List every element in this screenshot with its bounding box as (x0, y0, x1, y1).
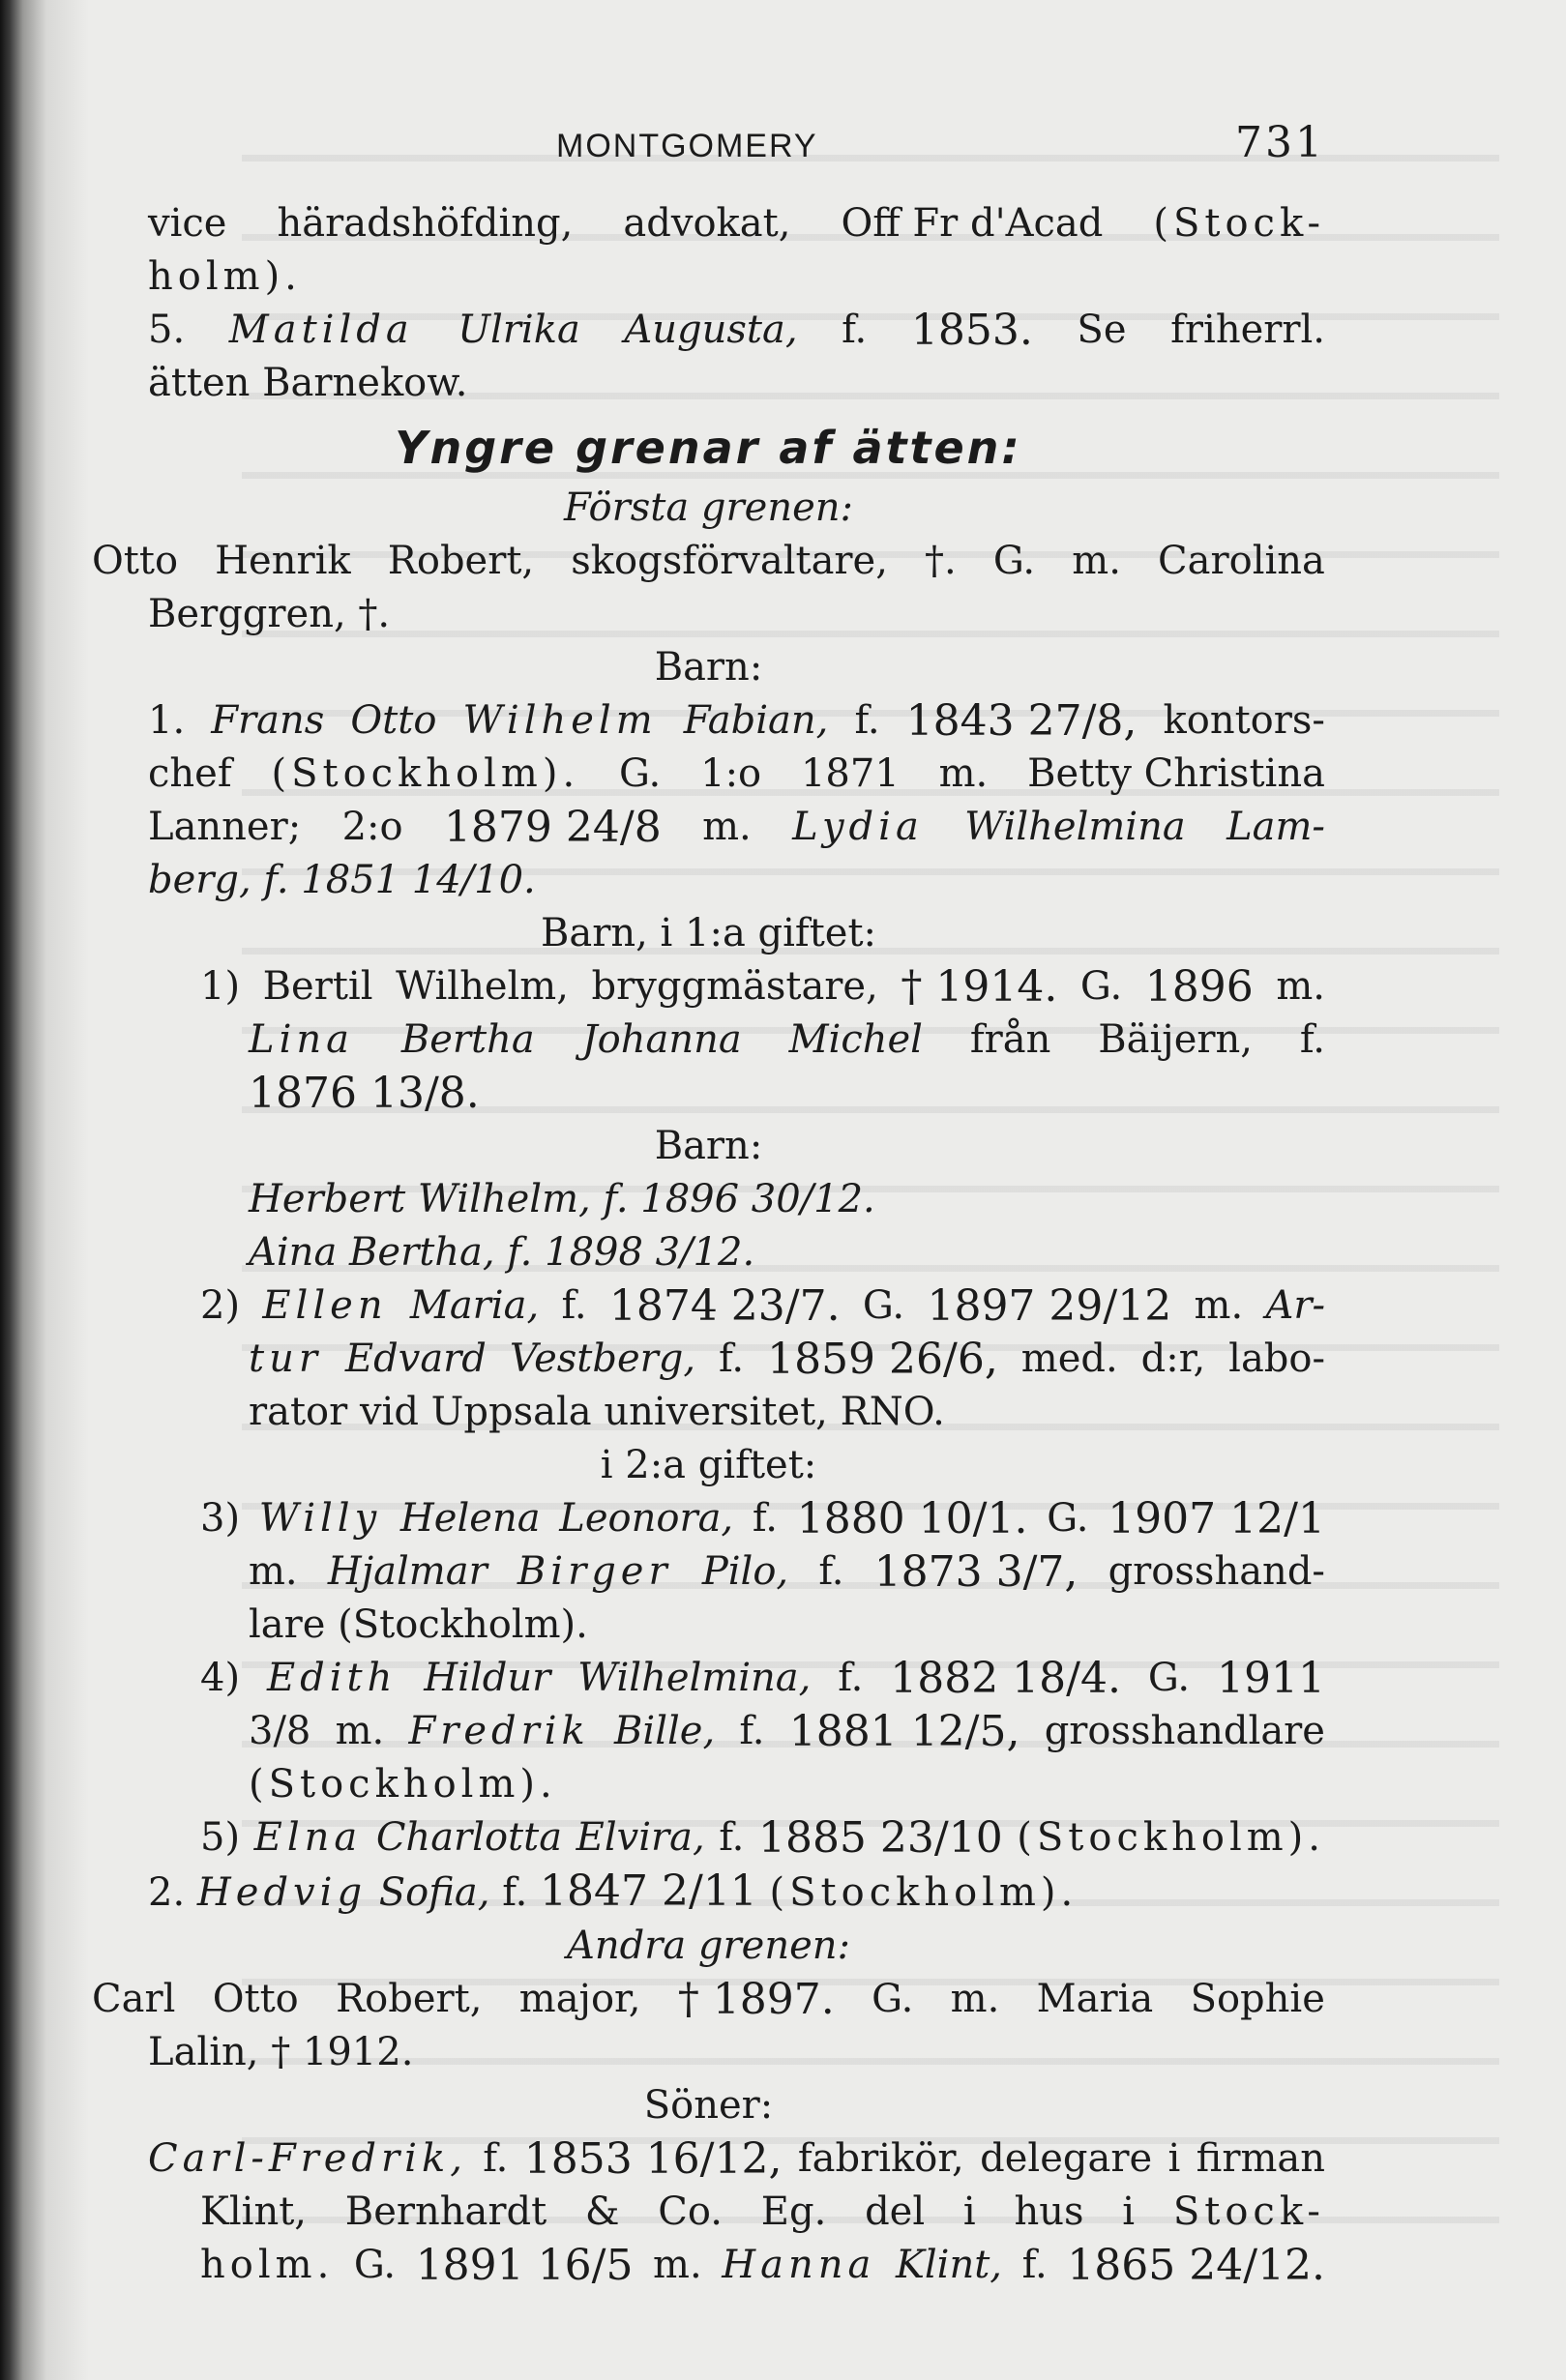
word: Henrik (215, 539, 351, 583)
word: m. (1276, 964, 1325, 1009)
text-line: 1876 13/8. (249, 1069, 480, 1118)
list-number: 1. (148, 698, 186, 743)
text-line (92, 2186, 1325, 2239)
word: Robert, (336, 1977, 483, 2021)
word: grosshandlare (1044, 1709, 1325, 1753)
word: labo- (1228, 1337, 1325, 1381)
word: vice (148, 201, 227, 246)
word: Lina (249, 1017, 354, 1062)
list-number: 2. (148, 1870, 186, 1915)
word: G. (992, 539, 1036, 583)
book-spine-shadow (0, 0, 89, 2380)
word: 1871 (800, 751, 900, 796)
text-line (92, 197, 1325, 250)
word: Robert, (387, 539, 535, 583)
list-number: 4) (200, 1656, 241, 1700)
word: Se (1077, 308, 1127, 352)
word: Ellen (262, 1283, 388, 1328)
word: m. (938, 751, 989, 796)
word: f. (502, 1870, 528, 1915)
word: 1843 27/8, (905, 696, 1138, 746)
word: med. (1020, 1337, 1118, 1381)
word: Betty Christina (1027, 751, 1325, 796)
word: 3/8 (249, 1709, 311, 1753)
text-line: rator vid Uppsala universitet, RNO. (249, 1390, 945, 1434)
word: 1880 10/1. (796, 1494, 1028, 1543)
word: holm. (200, 2243, 335, 2287)
word: från (969, 1017, 1051, 1062)
word: 1865 24/12. (1067, 2241, 1325, 2290)
text-line (92, 1652, 1325, 1705)
word: Otto (92, 539, 179, 583)
word: Elna (253, 1815, 363, 1860)
word: Ulrika (458, 308, 580, 352)
word: Off Fr d'Acad (841, 201, 1104, 246)
word: 1882 18/4. (890, 1654, 1121, 1703)
word: 1907 12/1 (1108, 1494, 1325, 1543)
word: kontors- (1163, 698, 1325, 743)
word: G. (1147, 1656, 1191, 1700)
list-number: 1) (200, 964, 241, 1009)
word: Pilo, (701, 1549, 789, 1594)
running-head: MONTGOMERY (556, 128, 818, 164)
word: Wilhelm, (396, 964, 569, 1009)
subheading: Söner: (643, 2083, 774, 2128)
word: 1847 2/11 (540, 1866, 757, 1916)
word: 1881 12/5, (788, 1707, 1020, 1756)
word: f. (842, 308, 868, 352)
word: hus (1014, 2189, 1084, 2234)
word: advokat, (623, 201, 791, 246)
word: fabrikör, (797, 2136, 964, 2181)
text-line (92, 1973, 1325, 2026)
word: Klint, (895, 2243, 1002, 2287)
text-line: berg, f. 1851 14/10. (148, 858, 536, 902)
text-line (92, 2132, 1325, 2186)
text-line: holm). (148, 254, 302, 299)
text-line: Herbert Wilhelm, f. 1896 30/12. (249, 1177, 875, 1221)
text-line (92, 2239, 1325, 2292)
word: G. (1047, 1496, 1089, 1541)
word: grosshand- (1108, 1549, 1325, 1594)
word: f. (854, 698, 880, 743)
word: 1873 3/7, (873, 1547, 1078, 1597)
word: Carl-Fredrik, (148, 2136, 467, 2181)
word: Otto (350, 698, 437, 743)
word: Bertil (262, 964, 373, 1009)
word: m. (335, 1709, 385, 1753)
word: Wilhelmina, (577, 1656, 812, 1700)
word: Hjalmar (327, 1549, 488, 1594)
word: d:r, (1140, 1337, 1206, 1381)
text-line: ätten Barnekow. (148, 361, 468, 405)
text-line (92, 1811, 1325, 1865)
word: f. (1021, 2243, 1048, 2287)
word: 1911 (1216, 1654, 1325, 1703)
word: m. (1194, 1283, 1244, 1328)
word: Wilhelm (462, 698, 658, 743)
page-number: 731 (1235, 118, 1325, 167)
list-number: 5. (148, 308, 186, 352)
word: Lanner; (148, 805, 302, 849)
word: 1853. (910, 306, 1033, 355)
word: Wilhelmina (964, 805, 1186, 849)
word: Maria, (409, 1283, 540, 1328)
subheading: Första grenen: (563, 485, 853, 530)
word: m. (653, 2243, 702, 2287)
word: m. (950, 1977, 1000, 2021)
word: i (962, 2189, 976, 2234)
word: f. (561, 1283, 587, 1328)
word: G. (353, 2243, 397, 2287)
word: f. (483, 2136, 509, 2181)
subheading: Barn, i 1:a giftet: (540, 911, 877, 955)
word: Ar- (1265, 1283, 1325, 1328)
word: Edith (266, 1656, 398, 1700)
word: 1885 23/10 (757, 1813, 1003, 1863)
word: m. (249, 1549, 298, 1594)
word: Stock- (1172, 2189, 1325, 2234)
word: Hildur (424, 1656, 551, 1700)
text-line: lare (Stockholm). (249, 1602, 588, 1647)
section-heading: Yngre grenar af ätten: (395, 422, 1022, 474)
word: (Stockholm). (271, 751, 580, 796)
word: Hedvig (196, 1870, 368, 1915)
word: Leonora, (559, 1496, 734, 1541)
word: Bertha (400, 1017, 535, 1062)
word: tur (249, 1337, 322, 1381)
word: Klint, (200, 2189, 308, 2234)
text-line: Berggren, †. (148, 592, 391, 636)
subheading: i 2:a giftet: (600, 1443, 817, 1487)
word: Bille, (614, 1709, 716, 1753)
word: Elvira, (576, 1815, 705, 1860)
page-header (92, 116, 1325, 184)
word: Matilda (228, 308, 414, 352)
word: Vestberg, (509, 1337, 696, 1381)
subheading: Barn: (654, 645, 763, 690)
text-line (92, 1333, 1325, 1386)
word: Otto (212, 1977, 299, 2021)
word: G. (619, 751, 662, 796)
word: häradshöfding, (277, 201, 574, 246)
text-line: (Stockholm). (249, 1762, 557, 1807)
text-line (92, 801, 1325, 854)
subheading: Barn: (654, 1124, 763, 1168)
word: major, (518, 1977, 641, 2021)
word: Michel (788, 1017, 923, 1062)
word: f. (719, 1815, 745, 1860)
word: friherrl. (1170, 308, 1325, 352)
word: Bernhardt (344, 2189, 547, 2234)
text-line (92, 748, 1325, 801)
word: 1897 29/12 (927, 1281, 1172, 1331)
document-page (92, 116, 1325, 2292)
word: G. (872, 1977, 914, 2021)
text-line (92, 1705, 1325, 1758)
text-line (92, 1014, 1325, 1067)
word: Fredrik (408, 1709, 590, 1753)
word: 1853 16/12, (523, 2134, 783, 2184)
word: Sofia, (378, 1870, 490, 1915)
word: chef (148, 751, 232, 796)
word: (Stockholm). (1017, 1815, 1325, 1860)
word: Augusta, (624, 308, 798, 352)
word: 1896 (1144, 962, 1254, 1012)
text-line: Aina Bertha, f. 1898 3/12. (249, 1230, 755, 1275)
text-line (92, 304, 1325, 357)
word: 1879 24/8 (443, 803, 662, 852)
word: Co. (658, 2189, 723, 2234)
word: 1874 23/7. (608, 1281, 841, 1331)
list-number: 5) (200, 1815, 241, 1860)
word: 1859 26/6, (767, 1335, 998, 1384)
word: Helena (399, 1496, 541, 1541)
word: † 1897. (677, 1975, 835, 2024)
word: f. (818, 1549, 844, 1594)
word: Sophie (1190, 1977, 1325, 2021)
word: f. (719, 1337, 745, 1381)
word: f. (752, 1496, 778, 1541)
text-line (92, 1492, 1325, 1545)
word: Charlotta (375, 1815, 563, 1860)
text-line (92, 535, 1325, 588)
word: (Stock- (1153, 201, 1325, 246)
subheading: Andra grenen: (566, 1924, 850, 1968)
word: Hanna (722, 2243, 876, 2287)
word: Fabian, (683, 698, 829, 743)
word: 2:o (341, 805, 403, 849)
word: Edvard (344, 1337, 487, 1381)
word: m. (1072, 539, 1121, 583)
word: m. (702, 805, 752, 849)
text-line (92, 1545, 1325, 1599)
word: Lydia (792, 805, 924, 849)
text-line (92, 1865, 1325, 1920)
word: f. (1299, 1017, 1325, 1062)
word: Carolina (1158, 539, 1325, 583)
word: Carl (92, 1977, 176, 2021)
word: del (865, 2189, 926, 2234)
word: Frans (211, 698, 325, 743)
word: Eg. (760, 2189, 827, 2234)
word: G. (862, 1283, 905, 1328)
list-number: 3) (200, 1496, 241, 1541)
text-line (92, 1279, 1325, 1333)
word: & (584, 2189, 620, 2234)
word: (Stockholm). (769, 1870, 1078, 1915)
word: 1:o (700, 751, 762, 796)
word: Johanna (581, 1017, 742, 1062)
word: Maria (1036, 1977, 1154, 2021)
word: †. (925, 539, 957, 583)
text-line (92, 694, 1325, 748)
word: G. (1079, 964, 1123, 1009)
word: i (1167, 2136, 1181, 2181)
list-number: 2) (200, 1283, 241, 1328)
word: skogsförvaltare, (571, 539, 888, 583)
word: firman (1196, 2136, 1325, 2181)
text-line: Lalin, † 1912. (148, 2030, 414, 2074)
word: Birger (517, 1549, 672, 1594)
word: f. (739, 1709, 765, 1753)
word: bryggmästare, (591, 964, 878, 1009)
word: Bäijern, (1098, 1017, 1253, 1062)
word: Willy (258, 1496, 382, 1541)
word: Lam- (1226, 805, 1325, 849)
word: f. (838, 1656, 864, 1700)
word: † 1914. (901, 962, 1058, 1012)
word: 1891 16/5 (415, 2241, 634, 2290)
word: i (1122, 2189, 1136, 2234)
text-line (92, 960, 1325, 1014)
word: delegare (980, 2136, 1153, 2181)
